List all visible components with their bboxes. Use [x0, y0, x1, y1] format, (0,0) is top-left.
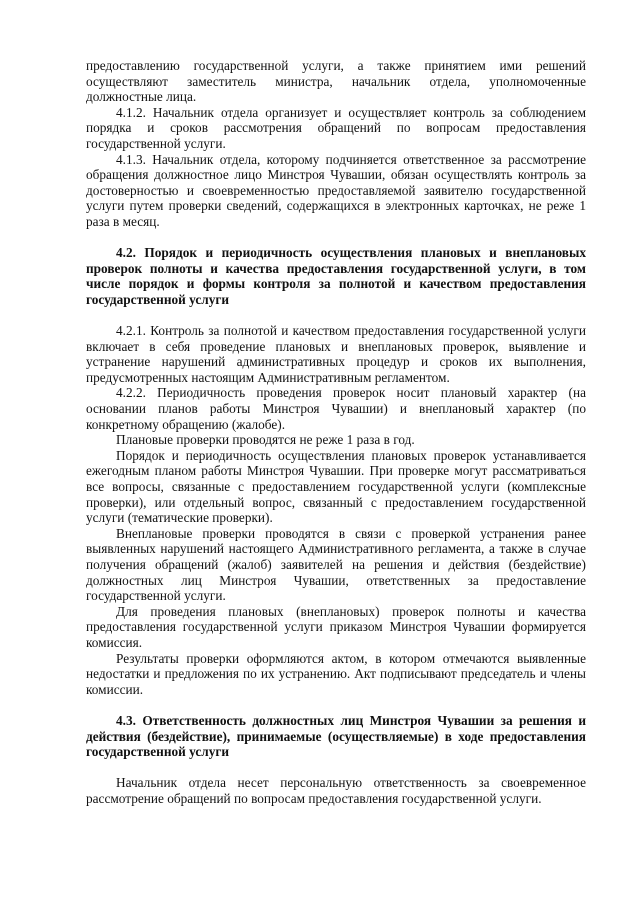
paragraph: 4.1.3. Начальник отдела, которому подчиняется ответственное за рассмотрение обращения должностное лицо Минстроя Чувашии, обязан осуществлять контроль за достоверностью и своевременностью предоставляемой заявителю государственной услуги путем проверки сведений, содержащихся в электронных карточках, не реже 1 раза в месяц. — [86, 151, 586, 229]
paragraph: 4.2.2. Периодичность проведения проверок носит плановый характер (на основании планов работы Минстроя Чувашии) и внеплановый характер (по конкретному обращению (жалобе). — [86, 385, 586, 432]
paragraph: Внеплановые проверки проводятся в связи с проверкой устранения ранее выявленных нарушений настоящего Административного регламента, а также в случае получения обращений (жалоб) заявителей на решения и действия (бездействие) должностных лиц Минстроя Чувашии, ответственных за предоставление государственной услуги. — [86, 525, 586, 604]
paragraph: Результаты проверки оформляются актом, в котором отмечаются выявленные недостатки и предложения по их устранению. Акт подписывают председатель и члены комиссии. — [86, 650, 586, 697]
paragraph: 4.2.1. Контроль за полнотой и качеством предоставления государственной услуги включает в себя проведение плановых и внеплановых проверок, выявление и устранение нарушений административных процедур и сроков их выполнения, предусмотренных настоящим Административным регламентом. — [86, 323, 586, 385]
spacer — [86, 697, 586, 713]
spacer — [86, 230, 586, 246]
paragraph: 4.1.2. Начальник отдела организует и осуществляет контроль за соблюдением порядка и сроков рассмотрения обращений по вопросам предоставления государственной услуги. — [86, 104, 586, 151]
section-heading: 4.2. Порядок и периодичность осуществления плановых и внеплановых проверок полноты и качества предоставления государственной услуги, в том числе порядок и формы контроля за полнотой и качеством предоставления государственной услуги — [86, 245, 586, 307]
paragraph: Плановые проверки проводятся не реже 1 раза в год. — [116, 432, 415, 448]
document-page — [86, 58, 586, 807]
spacer — [86, 760, 586, 776]
section-heading: 4.3. Ответственность должностных лиц Минстроя Чувашии за решения и действия (бездействие), принимаемые (осуществляемые) в ходе предоставления государственной услуги — [86, 712, 586, 760]
paragraph: Порядок и периодичность осуществления плановых проверок устанавливается ежегодным планом работы Минстроя Чувашии. При проверке могут рассматриваться все вопросы, связанные с предоставлением государственной услуги (комплексные проверки), или отдельный вопрос, связанный с предоставлением государственной услуги (тематические проверки). — [86, 447, 586, 526]
paragraph: Начальник отдела несет персональную ответственность за своевременное рассмотрение обращений по вопросам предоставления государственной услуги. — [86, 775, 586, 806]
paragraph: Для проведения плановых (внеплановых) проверок полноты и качества предоставления государственной услуги приказом Минстроя Чувашии формируется комиссия. — [86, 603, 586, 650]
paragraph: предоставлению государственной услуги, а также принятием ими решений осуществляют заместитель министра, начальник отдела, уполномоченные должностные лица. — [86, 58, 586, 105]
spacer — [86, 308, 586, 324]
